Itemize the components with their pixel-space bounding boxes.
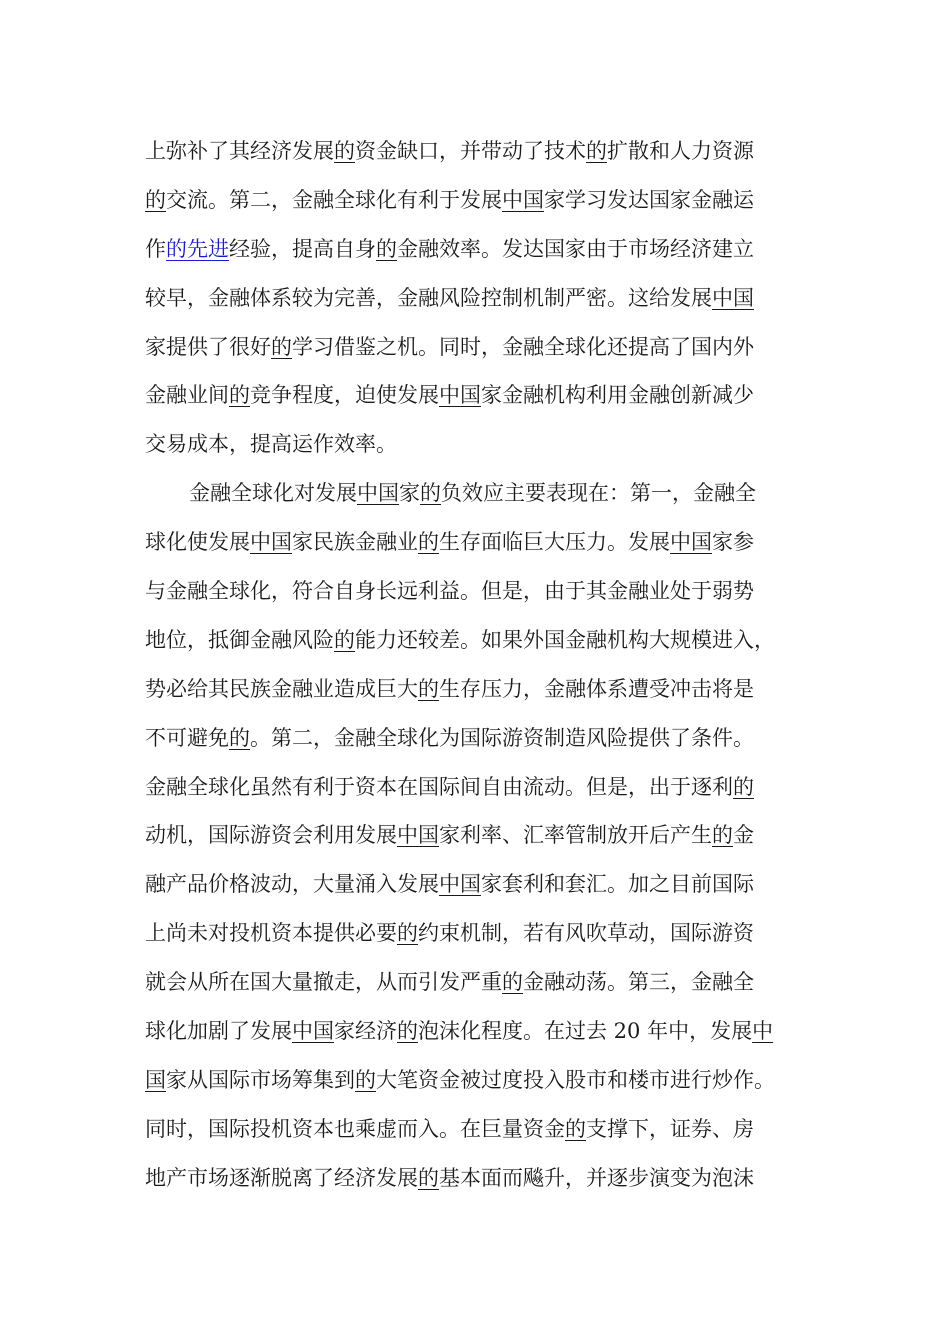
text-line-13 (145, 714, 805, 763)
underlined-word: 的 (586, 139, 607, 163)
underlined-word: 中国 (439, 872, 481, 897)
text-segment: 球化加剧了发展 (145, 1019, 292, 1044)
text-segment: 生存压力，金融体系遭受冲击将是 (439, 676, 754, 701)
underlined-word: 的 (355, 1067, 376, 1092)
text-segment: 资金缺口，并带动了技术 (355, 139, 586, 163)
underlined-word: 的 (565, 1116, 586, 1141)
text-line-2 (145, 176, 805, 225)
text-line-12 (145, 665, 805, 714)
underlined-word: 中国 (670, 530, 712, 555)
underlined-word: 的 (502, 970, 523, 995)
text-line-4 (145, 274, 805, 323)
text-segment: 家经济 (334, 1019, 397, 1044)
underlined-word: 中国 (439, 383, 481, 408)
text-segment: 地位，抵御金融风险 (145, 627, 334, 652)
underlined-word: 中国 (397, 823, 439, 848)
text-segment: 大笔资金被过度投入股市和楼市进行炒作。 (376, 1067, 775, 1092)
text-segment: 扩散和人力资源 (607, 139, 754, 163)
underlined-word: 的 (418, 676, 439, 701)
underlined-word: 中 (752, 1019, 774, 1044)
text-segment: 上尚未对投机资本提供必要 (145, 921, 397, 946)
text-line-22 (145, 1154, 805, 1203)
text-line-9 (145, 518, 805, 567)
underlined-word: 的 (420, 481, 441, 506)
text-line-21 (145, 1105, 805, 1154)
text-line-16 (145, 860, 805, 909)
text-segment: 能力还较差。如果外国金融机构大规模进入， (355, 627, 775, 652)
underlined-word: 的 (376, 236, 397, 261)
text-segment: 。第二，金融全球化为国际游资制造风险提供了条件。 (250, 725, 754, 750)
text-line-18 (145, 958, 805, 1007)
underlined-word: 的 (418, 1165, 439, 1190)
text-segment: 上弥补了其经济发展 (145, 139, 334, 163)
text-segment: 交流。第二，金融全球化有利于发展 (166, 187, 502, 212)
text-line-19 (145, 1007, 805, 1056)
text-segment: 较早，金融体系较为完善，金融风险控制机制严密。这给发展 (145, 285, 712, 310)
text-line-11 (145, 616, 805, 665)
underlined-word: 中国 (502, 187, 544, 212)
text-segment: 家学习发达国家金融运 (544, 187, 754, 212)
text-line-20 (145, 1056, 805, 1105)
text-segment: 与金融全球化，符合自身长远利益。但是，由于其金融业处于弱势 (145, 579, 754, 604)
underlined-word: 国 (145, 1067, 166, 1092)
text-segment: 势必给其民族金融业造成巨大 (145, 676, 418, 701)
text-segment: 学习借鉴之机。同时，金融全球化还提高了国内外 (292, 334, 754, 359)
text-segment: 金融效率。发达国家由于市场经济建立 (397, 236, 754, 261)
underlined-word: 的 (334, 627, 355, 652)
text-line-3 (145, 225, 805, 274)
underlined-word: 的 (733, 774, 754, 799)
text-line-10 (145, 567, 805, 616)
body-text (145, 127, 805, 1203)
text-segment: 家从国际市场筹集到 (166, 1067, 355, 1092)
underlined-word: 中国 (292, 1019, 334, 1044)
underlined-word: 的 (145, 187, 166, 212)
text-segment: 家 (399, 481, 420, 506)
text-segment: 家套利和套汇。加之目前国际 (481, 872, 754, 897)
text-segment: 金 (733, 823, 754, 848)
text-segment: 交易成本，提高运作效率。 (145, 432, 397, 457)
text-segment: 支撑下，证券、房 (586, 1116, 754, 1141)
text-segment: 动机，国际游资会利用发展 (145, 823, 397, 848)
text-line-17 (145, 909, 805, 958)
hyperlink[interactable]: 的先进 (166, 236, 229, 261)
text-line-5 (145, 323, 805, 372)
text-segment: 经验，提高自身 (229, 236, 376, 261)
underlined-word: 中国 (712, 285, 754, 310)
underlined-word: 的 (397, 1019, 418, 1044)
text-line-14 (145, 763, 805, 812)
text-segment: 基本面而飚升，并逐步演变为泡沫 (439, 1165, 754, 1190)
text-line-15 (145, 811, 805, 860)
text-segment: 金融业间 (145, 383, 229, 408)
underlined-word: 中国 (357, 481, 399, 506)
text-segment: 负效应主要表现在：第一，金融全 (441, 481, 756, 506)
text-segment: 家参 (712, 530, 754, 555)
text-segment: 金融全球化对发展 (189, 481, 357, 506)
text-line-1 (145, 127, 805, 176)
underlined-word: 的 (271, 334, 292, 359)
text-line-8 (145, 469, 805, 518)
underlined-word: 的 (712, 823, 733, 848)
text-line-6 (145, 371, 805, 420)
underlined-word: 的 (229, 383, 250, 408)
text-segment: 就会从所在国大量撤走，从而引发严重 (145, 970, 502, 995)
underlined-word: 的 (397, 921, 418, 946)
text-segment: 家民族金融业 (292, 530, 418, 555)
text-segment: 家金融机构利用金融创新减少 (481, 383, 754, 408)
text-segment: 同时，国际投机资本也乘虚而入。在巨量资金 (145, 1116, 565, 1141)
text-line-7 (145, 420, 805, 469)
underlined-word: 的 (418, 530, 439, 555)
text-segment: 金融动荡。第三，金融全 (523, 970, 754, 995)
text-segment: 地产市场逐渐脱离了经济发展 (145, 1165, 418, 1190)
text-segment: 约束机制，若有风吹草动，国际游资 (418, 921, 754, 946)
text-segment: 泡沫化程度。在过去 20 年中，发展 (418, 1019, 753, 1044)
text-segment: 金融全球化虽然有利于资本在国际间自由流动。但是，出于逐利 (145, 774, 733, 799)
text-segment: 球化使发展 (145, 530, 250, 555)
underlined-word: 中国 (250, 530, 292, 555)
underlined-word: 的 (229, 725, 250, 750)
text-segment: 生存面临巨大压力。发展 (439, 530, 670, 555)
text-segment: 融产品价格波动，大量涌入发展 (145, 872, 439, 897)
text-segment: 竞争程度，迫使发展 (250, 383, 439, 408)
text-segment: 不可避免 (145, 725, 229, 750)
text-segment: 家利率、汇率管制放开后产生 (439, 823, 712, 848)
text-segment: 作 (145, 236, 166, 261)
text-segment: 家提供了很好 (145, 334, 271, 359)
underlined-word: 的 (334, 139, 355, 163)
